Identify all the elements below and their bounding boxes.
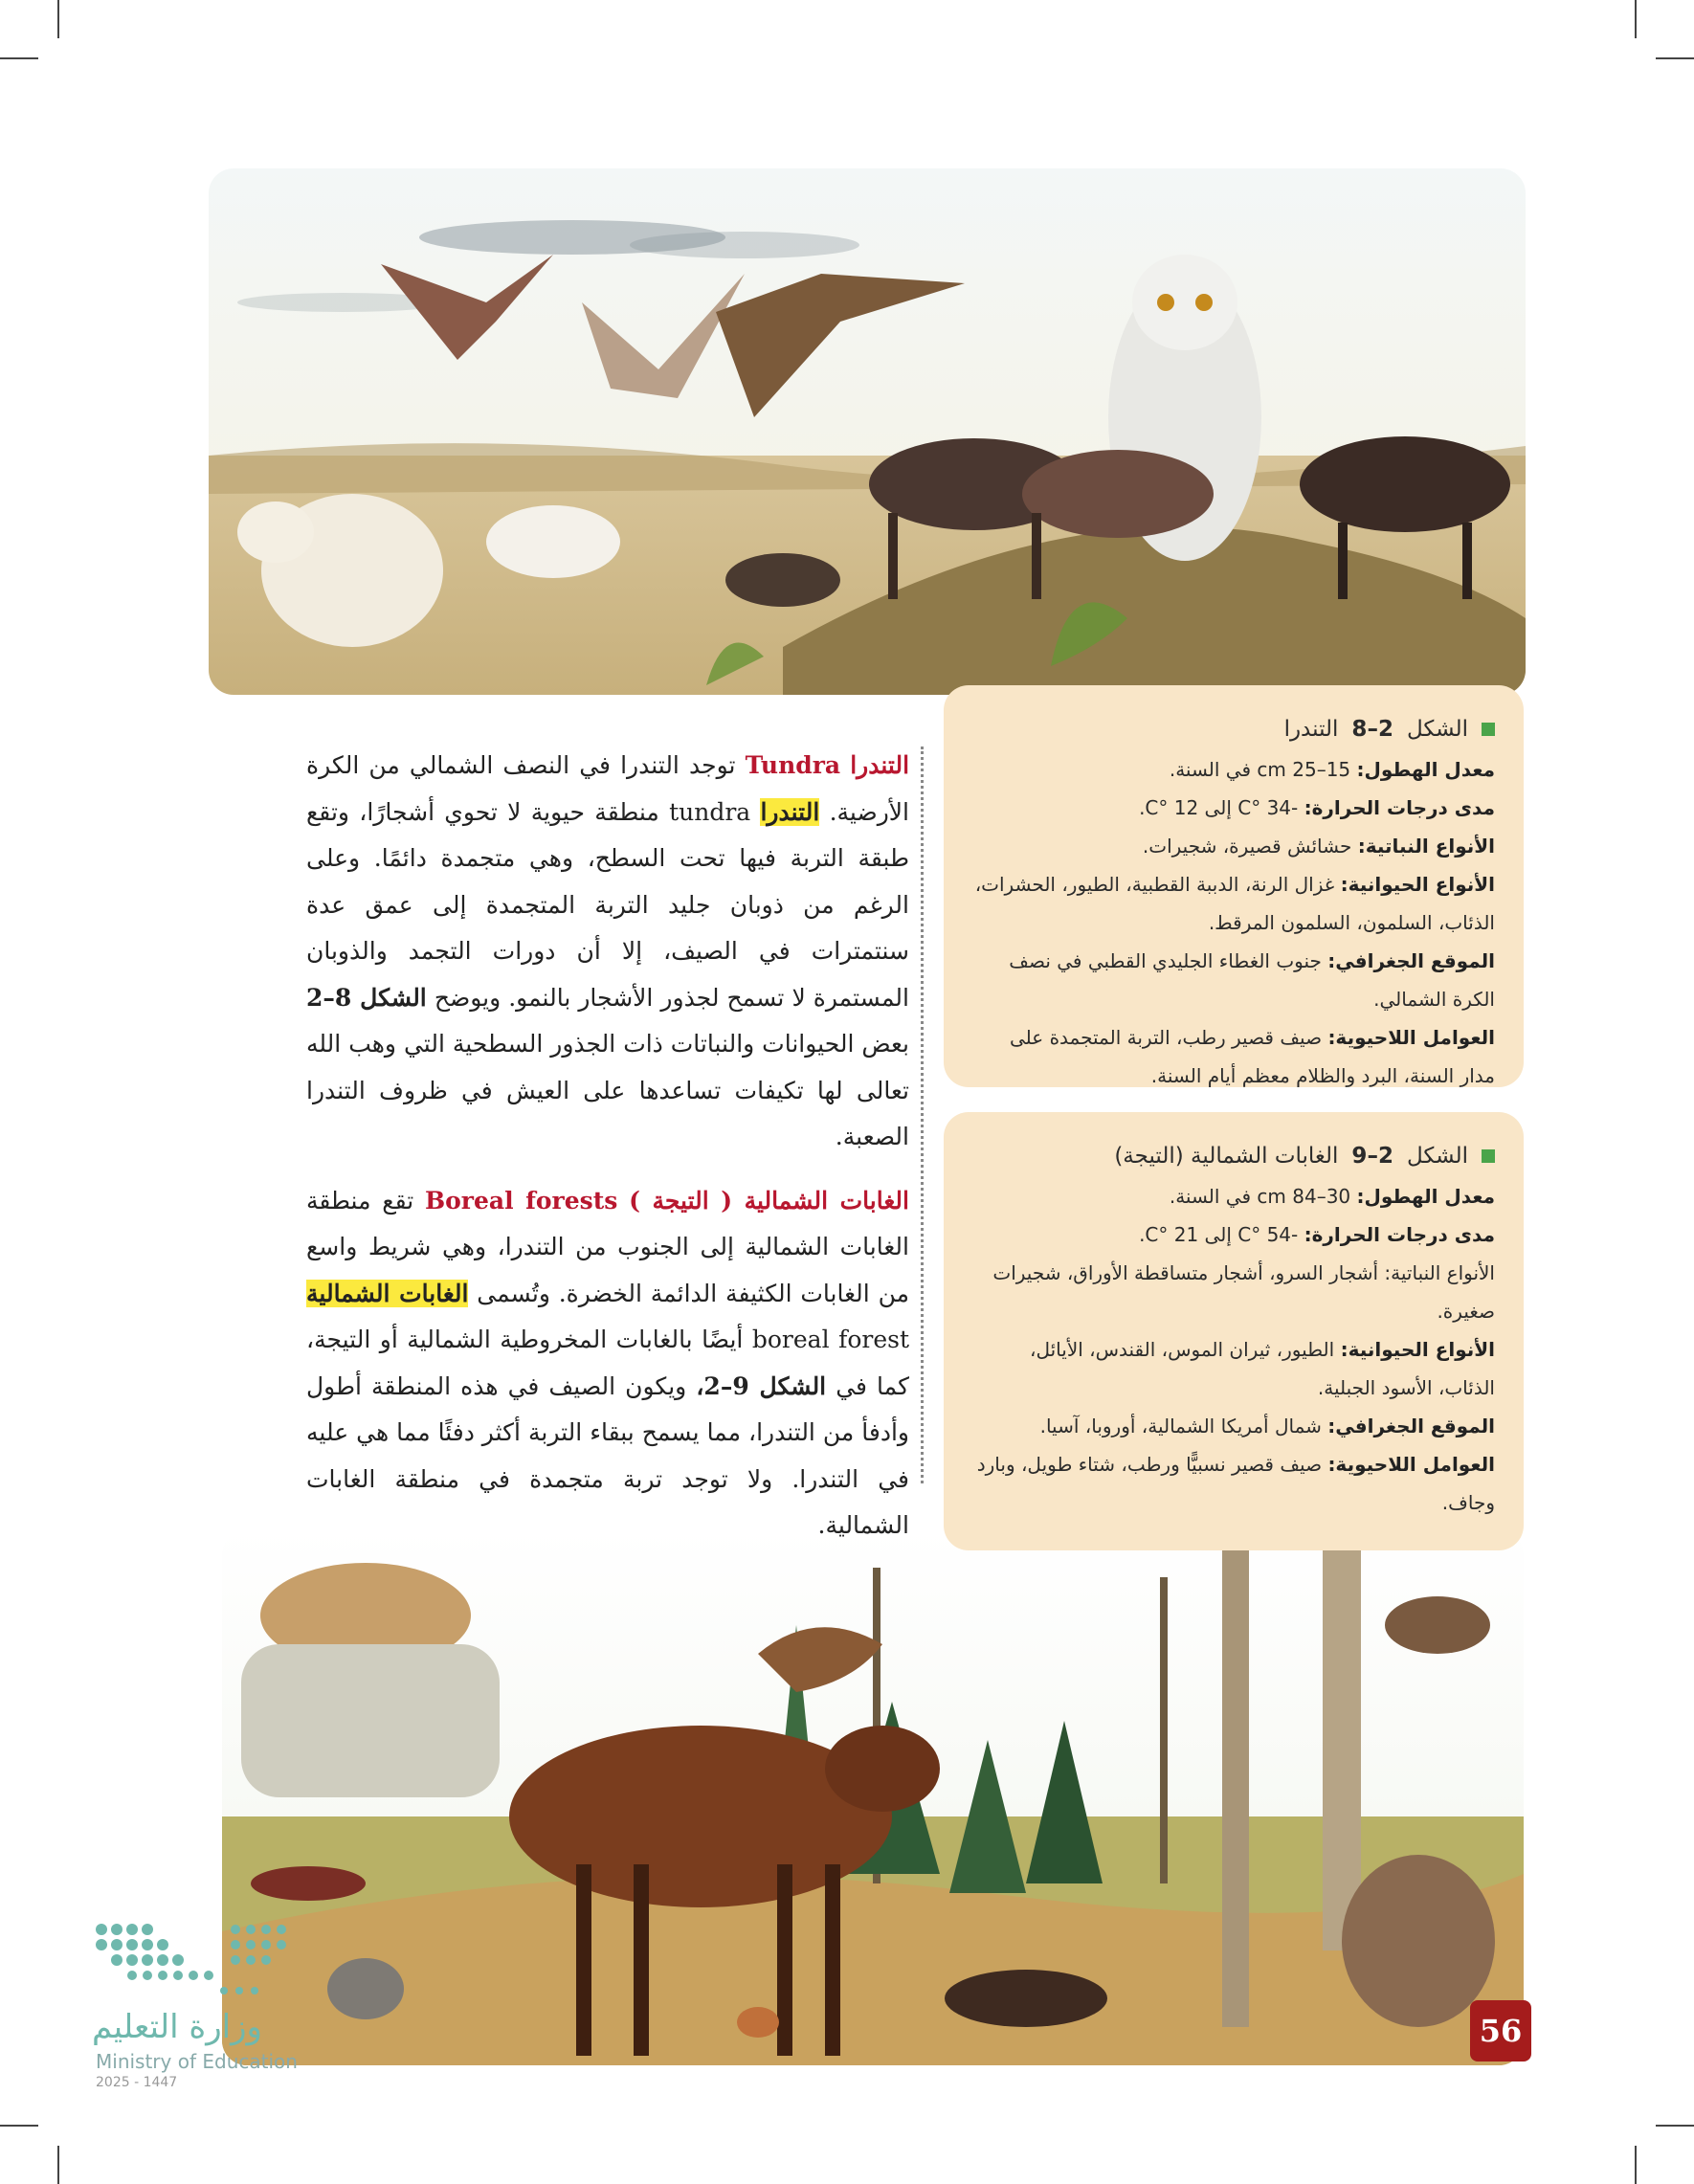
- tundra-highlight: التندرا: [760, 797, 820, 826]
- figure-2-8-caption-box: [944, 685, 1524, 1087]
- location-value: جنوب الغطاء الجليدي القطبي في نصف الكرة الشمالي.: [1009, 949, 1495, 1011]
- animals-row: [970, 1330, 1495, 1407]
- location-value: شمال أمريكا الشمالية، أوروبا، آسيا.: [1039, 1415, 1322, 1437]
- crop-mark: [1656, 2125, 1694, 2127]
- abiotic-label: العوامل اللاحيوية:: [1327, 1026, 1495, 1049]
- plants-row: [970, 827, 1495, 865]
- location-row: [970, 1407, 1495, 1445]
- ministry-logo: [92, 1910, 312, 2092]
- animals-value: غزال الرنة، الدببة القطبية، الطيور، الحشرات، الذئاب، السلمون، السلمون المرقط.: [974, 873, 1495, 934]
- crop-mark: [0, 2125, 38, 2127]
- temperature-value: -34 °C إلى 12 °C.: [1139, 796, 1299, 819]
- temperature-value: -54 °C إلى 21 °C.: [1139, 1223, 1299, 1246]
- crop-mark: [1635, 0, 1637, 38]
- figure-number: 2–9: [1351, 1144, 1393, 1169]
- boreal-term-english: Boreal forests: [425, 1186, 618, 1215]
- boreal-text-part1: تقع منطقة الغابات الشمالية إلى الجنوب من التندرا، وهي شريط واسع من الغابات الكثيفة الدائمة الخضرة. وتُسمى: [306, 1186, 909, 1307]
- boreal-term-arabic: الغابات الشمالية ( التيجة ): [629, 1186, 909, 1215]
- rainfall-row: [970, 1177, 1495, 1215]
- temperature-row: [970, 1215, 1495, 1254]
- figure-heading: [970, 710, 1495, 748]
- rainfall-value: 30–84 cm في السنة.: [1169, 1185, 1351, 1208]
- figure-marker-icon: [1482, 723, 1495, 736]
- tundra-term-arabic: التندرا: [850, 751, 910, 779]
- rainfall-label: معدل الهطول:: [1356, 1185, 1495, 1208]
- rainfall-row: [970, 750, 1495, 789]
- crop-mark: [1656, 57, 1694, 59]
- ministry-name-arabic: وزارة التعليم: [92, 2008, 262, 2046]
- location-label: الموقع الجغرافي:: [1327, 1415, 1495, 1437]
- tundra-figure-reference: الشكل 8–2: [306, 983, 427, 1012]
- location-label: الموقع الجغرافي:: [1327, 949, 1495, 972]
- animals-row: [970, 865, 1495, 942]
- crop-mark: [1635, 2146, 1637, 2184]
- figure-word: الشكل: [1406, 717, 1468, 742]
- plants-value: حشائش قصيرة، شجيرات.: [1142, 835, 1352, 858]
- tundra-term-english: Tundra: [745, 751, 841, 779]
- logo-dots-icon: [92, 1910, 312, 2006]
- abiotic-row: [970, 1018, 1495, 1095]
- rainfall-value: 15–25 cm في السنة.: [1169, 758, 1351, 781]
- figure-marker-icon: [1482, 1149, 1495, 1163]
- boreal-text-part3: ويكون الصيف في هذه المنطقة أطول وأدفأ من التندرا، مما يسمح ببقاء التربة أكثر دفئًا مما هي عليه في التندرا. ولا توجد تربة متجمدة في منطقة الغابات الشمالية.: [306, 1371, 909, 1539]
- abiotic-value: صيف قصير رطب، التربة المتجمدة على مدار السنة، البرد والظلام معظم أيام السنة.: [1009, 1026, 1495, 1087]
- temperature-label: مدى درجات الحرارة:: [1304, 796, 1495, 819]
- tundra-text-part1: توجد التندرا في النصف الشمالي من الكرة الأرضية.: [306, 751, 909, 826]
- abiotic-label: العوامل اللاحيوية:: [1327, 1453, 1495, 1476]
- boreal-forest-illustration: [222, 1529, 1524, 2065]
- ministry-year: 2025 - 1447: [96, 2075, 178, 2090]
- tundra-illustration: [209, 168, 1526, 695]
- figure-title: الغابات الشمالية (التيجة): [1114, 1144, 1339, 1169]
- boreal-paragraph: [306, 1178, 909, 1549]
- animals-label: الأنواع الحيوانية:: [1340, 873, 1495, 896]
- boreal-text-part2: boreal forest أيضًا بالغابات المخروطية الشمالية أو التيجة، كما في: [306, 1326, 910, 1400]
- dotted-divider: [921, 747, 924, 1483]
- abiotic-row: [970, 1445, 1495, 1522]
- figure-number: 2–8: [1351, 717, 1393, 742]
- crop-mark: [57, 0, 59, 38]
- main-text-column: [306, 743, 909, 1567]
- plants-label: الأنواع النباتية:: [1357, 835, 1495, 858]
- plants-value: أشجار السرو، أشجار متساقطة الأوراق، شجيرات صغيرة.: [992, 1261, 1495, 1323]
- page-number: 56: [1470, 2000, 1531, 2061]
- tundra-paragraph: [306, 743, 909, 1161]
- figure-2-9-caption-box: [944, 1112, 1524, 1550]
- tundra-text-part3: بعض الحيوانات والنباتات ذات الجذور السطحية التي وهب الله تعالى لها تكيفات تساعدها على العيش في ظروف التندرا الصعبة.: [306, 1030, 909, 1150]
- temperature-row: [970, 789, 1495, 827]
- animals-label: الأنواع الحيوانية:: [1340, 1338, 1495, 1361]
- abiotic-value: صيف قصير نسبيًّا ورطب، شتاء طويل، وبارد وجاف.: [976, 1453, 1495, 1514]
- temperature-label: مدى درجات الحرارة:: [1304, 1223, 1495, 1246]
- figure-word: الشكل: [1406, 1144, 1468, 1169]
- figure-title: التندرا: [1283, 717, 1339, 742]
- boreal-highlight: الغابات الشمالية: [306, 1279, 469, 1307]
- plants-row: [970, 1254, 1495, 1330]
- rainfall-label: معدل الهطول:: [1356, 758, 1495, 781]
- crop-mark: [57, 2146, 59, 2184]
- tundra-text-part2: tundra منطقة حيوية لا تحوي أشجارًا، وتقع طبقة التربة فيها تحت السطح، وهي متجمدة دائمًا. وعلى الرغم من ذوبان جليد التربة المتجمدة إلى عمق عدة سنتمترات في الصيف، إلا أن دورات التجمد والذوبان المستمرة لا تسمح لجذور الأشجار بالنمو. ويوضح: [306, 797, 909, 1012]
- ministry-name-english: Ministry of Education: [96, 2050, 298, 2073]
- boreal-figure-reference: الشكل 9–2،: [696, 1371, 827, 1400]
- plants-label: الأنواع النباتية:: [1384, 1261, 1495, 1284]
- location-row: [970, 942, 1495, 1018]
- animals-value: الطيور، ثيران الموس، القندس، الأيائل، الذئاب، الأسود الجبلية.: [1029, 1338, 1495, 1399]
- crop-mark: [0, 57, 38, 59]
- figure-heading: [970, 1137, 1495, 1175]
